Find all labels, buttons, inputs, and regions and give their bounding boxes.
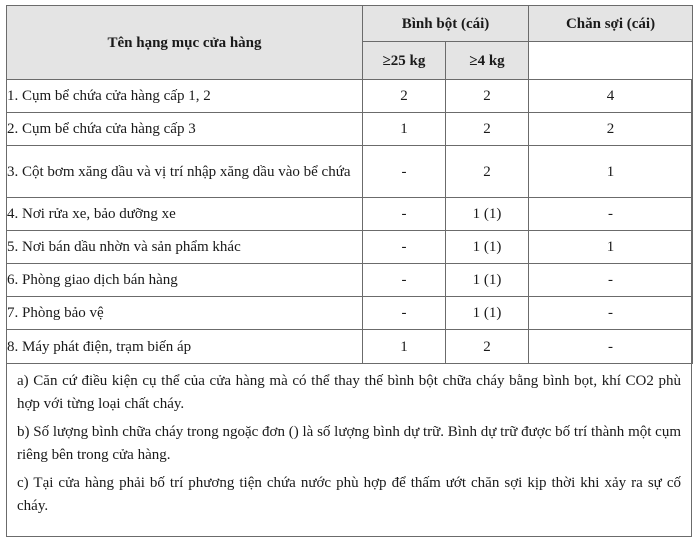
header-fiber-blanket: Chăn sợi (cái) — [529, 6, 693, 42]
row-blanket: 2 — [529, 113, 693, 146]
row-powder-4kg: 1 (1) — [446, 264, 529, 297]
row-powder-25kg: - — [363, 146, 446, 198]
header-blanket-sub — [529, 42, 693, 80]
row-powder-4kg: 1 (1) — [446, 198, 529, 231]
row-name: 6. Phòng giao dịch bán hàng — [7, 264, 363, 297]
table-row — [7, 113, 693, 146]
table-row — [7, 146, 693, 198]
table-row — [7, 264, 693, 297]
row-powder-4kg: 2 — [446, 330, 529, 364]
note-b: b) Số lượng bình chữa cháy trong ngoặc đơn () là số lượng bình dự trữ. Bình dự trữ được bố trí thành một cụm riêng bên trong cửa hàng. — [17, 424, 681, 463]
row-powder-4kg: 2 — [446, 146, 529, 198]
row-blanket: 1 — [529, 231, 693, 264]
row-powder-25kg: - — [363, 198, 446, 231]
row-powder-4kg: 1 (1) — [446, 231, 529, 264]
row-name: 7. Phòng bảo vệ — [7, 297, 363, 330]
row-name: 8. Máy phát điện, trạm biến áp — [7, 330, 363, 364]
row-name: 5. Nơi bán dầu nhờn và sản phẩm khác — [7, 231, 363, 264]
row-powder-25kg: - — [363, 231, 446, 264]
row-powder-25kg: 2 — [363, 80, 446, 113]
note-c: c) Tại cửa hàng phải bố trí phương tiện chứa nước phù hợp để thấm ướt chăn sợi kịp thời khi xảy ra sự cố cháy. — [17, 475, 681, 514]
row-powder-4kg: 2 — [446, 80, 529, 113]
row-powder-25kg: 1 — [363, 330, 446, 364]
row-name: 2. Cụm bể chứa cửa hàng cấp 3 — [7, 113, 363, 146]
row-blanket: 1 — [529, 146, 693, 198]
row-blanket: - — [529, 198, 693, 231]
row-blanket: - — [529, 297, 693, 330]
table-row — [7, 297, 693, 330]
table-row — [7, 330, 693, 364]
header-powder-extinguisher: Bình bột (cái) — [363, 6, 529, 42]
row-blanket: - — [529, 264, 693, 297]
equipment-table — [6, 5, 693, 364]
header-powder-4kg: ≥4 kg — [446, 42, 529, 80]
row-powder-4kg: 1 (1) — [446, 297, 529, 330]
row-name: 3. Cột bơm xăng dầu và vị trí nhập xăng dầu vào bể chứa — [7, 146, 363, 198]
note-a: a) Căn cứ điều kiện cụ thể của cửa hàng mà có thể thay thế bình bột chữa cháy bằng bình bọt, khí CO2 phù hợp với từng loại chất cháy. — [17, 373, 681, 412]
row-name: 1. Cụm bể chứa cửa hàng cấp 1, 2 — [7, 80, 363, 113]
notes-section — [7, 364, 691, 518]
row-blanket: 4 — [529, 80, 693, 113]
row-powder-25kg: - — [363, 264, 446, 297]
table-row — [7, 198, 693, 231]
table-row — [7, 80, 693, 113]
row-powder-4kg: 2 — [446, 113, 529, 146]
header-item-name: Tên hạng mục cửa hàng — [7, 6, 363, 80]
row-name: 4. Nơi rửa xe, bảo dưỡng xe — [7, 198, 363, 231]
row-blanket: - — [529, 330, 693, 364]
row-powder-25kg: - — [363, 297, 446, 330]
document-sheet — [6, 5, 692, 537]
row-powder-25kg: 1 — [363, 113, 446, 146]
header-powder-25kg: ≥25 kg — [363, 42, 446, 80]
table-row — [7, 231, 693, 264]
